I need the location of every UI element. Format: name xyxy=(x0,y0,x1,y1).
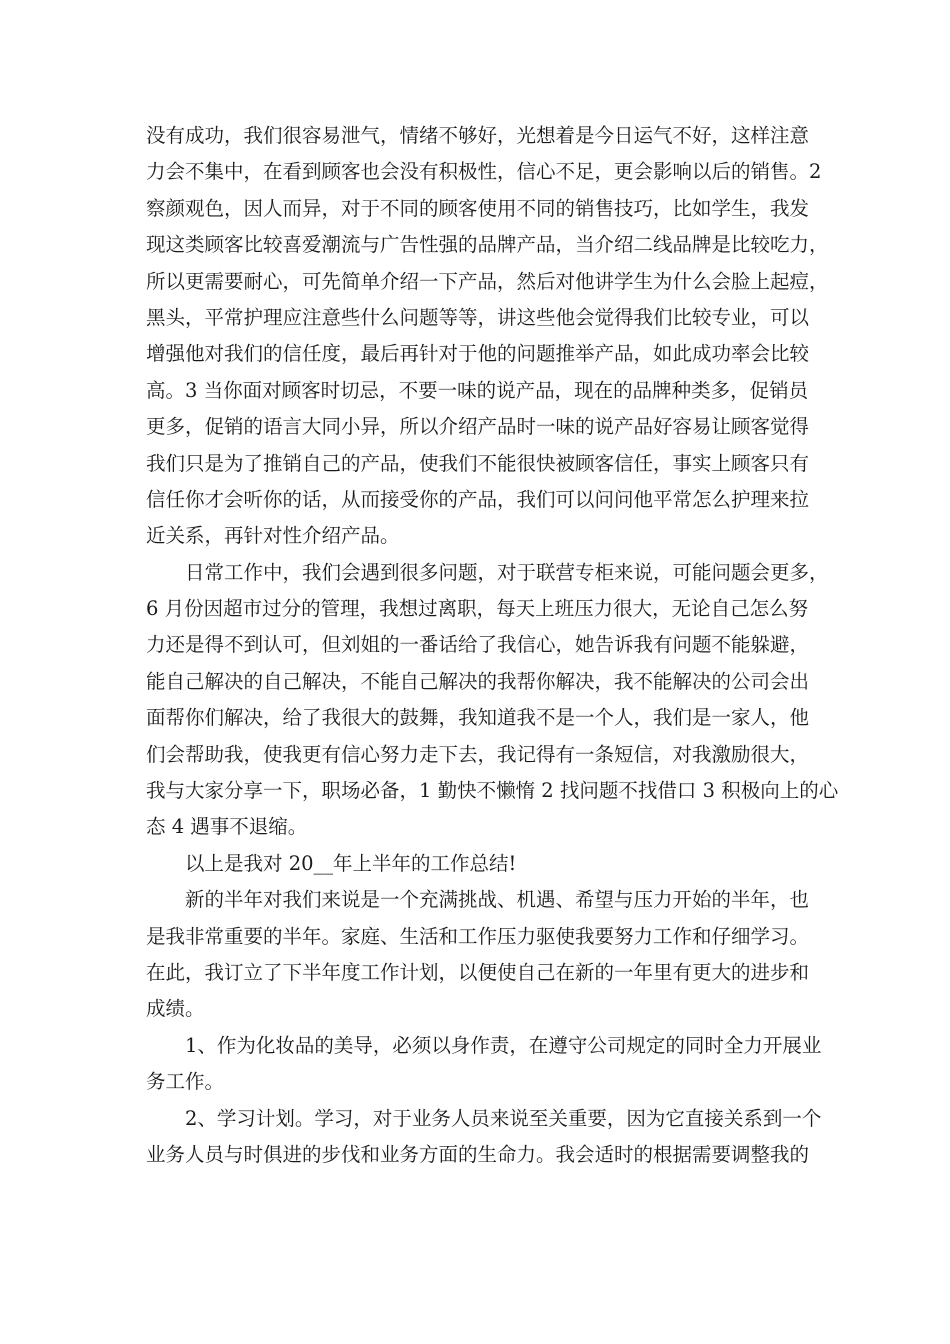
text-line: 2、学习计划。学习，对于业务人员来说至关重要，因为它直接关系到一个 xyxy=(185,1106,822,1130)
text-line: 增强他对我们的信任度，最后再针对于他的问题推举产品，如此成功率会比较 xyxy=(146,342,810,366)
text-line: 力会不集中，在看到顾客也会没有积极性，信心不足，更会影响以后的销售。2 xyxy=(146,160,822,184)
text-line: 能自己解决的自己解决，不能自己解决的我帮你解决，我不能解决的公司会出 xyxy=(146,669,810,693)
text-line: 现这类顾客比较喜爱潮流与广告性强的品牌产品，当介绍二线品牌是比较吃力， xyxy=(146,233,829,257)
text-line: 务工作。 xyxy=(146,1070,225,1094)
text-line: 1、作为化妆品的美导，必须以身作责，在遵守公司规定的同时全力开展业 xyxy=(185,1033,822,1057)
text-line: 我们只是为了推销自己的产品，使我们不能很快被顾客信任，事实上顾客只有 xyxy=(146,451,810,475)
text-line: 态 4 遇事不退缩。 xyxy=(146,815,308,839)
text-line: 在此，我订立了下半年度工作计划，以便使自己在新的一年里有更大的进步和 xyxy=(146,960,810,984)
text-line: 新的半年对我们来说是一个充满挑战、机遇、希望与压力开始的半年，也 xyxy=(185,888,810,912)
text-line: 信任你才会听你的话，从而接受你的产品，我们可以问问他平常怎么护理来拉 xyxy=(146,487,810,511)
text-line: 日常工作中，我们会遇到很多问题，对于联营专柜来说，可能问题会更多， xyxy=(185,560,829,584)
text-line: 面帮你们解决，给了我很大的鼓舞，我知道我不是一个人，我们是一家人，他 xyxy=(146,706,810,730)
text-line: 高。3 当你面对顾客时切忌，不要一味的说产品，现在的品牌种类多，促销员 xyxy=(146,378,809,402)
text-line: 所以更需要耐心，可先简单介绍一下产品，然后对他讲学生为什么会脸上起痘， xyxy=(146,269,829,293)
text-line: 以上是我对 20__年上半年的工作总结! xyxy=(185,851,517,875)
text-line: 近关系，再针对性介绍产品。 xyxy=(146,524,400,548)
text-line: 黑头，平常护理应注意些什么问题等等，讲这些他会觉得我们比较专业，可以 xyxy=(146,305,810,329)
text-line: 是我非常重要的半年。家庭、生活和工作压力驱使我要努力工作和仔细学习。 xyxy=(146,924,810,948)
text-line: 6 月份因超市过分的管理，我想过离职，每天上班压力很大，无论自己怎么努 xyxy=(146,597,809,621)
text-line: 们会帮助我，使我更有信心努力走下去，我记得有一条短信，对我激励很大， xyxy=(146,742,810,766)
text-line: 更多，促销的语言大同小异，所以介绍产品时一味的说产品好容易让顾客觉得 xyxy=(146,415,810,439)
text-line: 成绩。 xyxy=(146,997,205,1021)
text-line: 业务人员与时俱进的步伐和业务方面的生命力。我会适时的根据需要调整我的 xyxy=(146,1142,810,1166)
text-line: 察颜观色，因人而异，对于不同的顾客使用不同的销售技巧，比如学生，我发 xyxy=(146,196,810,220)
text-line: 我与大家分享一下，职场必备，1 勤快不懒惰 2 找问题不找借口 3 积极向上的心 xyxy=(146,779,839,803)
document-body-text xyxy=(146,118,839,1173)
text-line: 没有成功，我们很容易泄气，情绪不够好，光想着是今日运气不好，这样注意 xyxy=(146,124,810,147)
text-line: 力还是得不到认可，但刘姐的一番话给了我信心，她告诉我有问题不能躲避， xyxy=(146,633,810,657)
